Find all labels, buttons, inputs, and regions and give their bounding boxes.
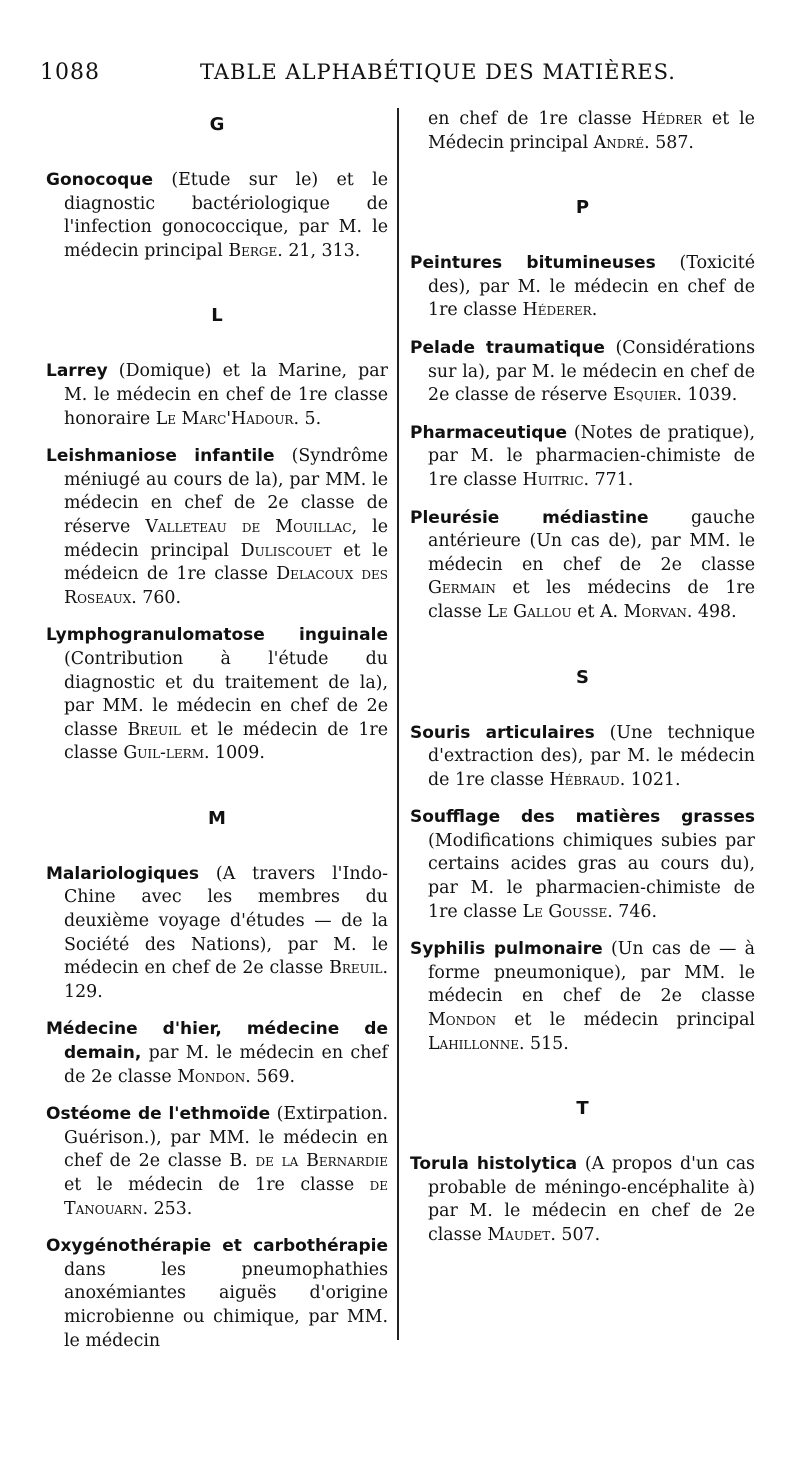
- page-reference: . 129.: [64, 958, 388, 1002]
- page-reference: . 507.: [550, 1225, 601, 1245]
- author-name: Lahillonne: [428, 1033, 519, 1054]
- author-name: Duliscouet: [240, 540, 332, 561]
- author-name: Hébraud: [549, 769, 620, 790]
- page-reference: . 569.: [245, 1066, 296, 1087]
- entry-term: Pleurésie médiastine: [410, 507, 649, 528]
- entry-text: (Notes de pratique), par M. le pharmacien-chimiste de 1re classe: [428, 422, 755, 490]
- index-entry: [46, 1018, 388, 1089]
- entry-text: (A travers l'Indo-Chine avec les membres du deuxième voyage d'études — de la Société des Nations), par M. le médecin en chef de 2e classe: [64, 863, 388, 979]
- index-entry: [46, 445, 388, 610]
- page-reference: . 21, 313.: [277, 240, 361, 261]
- page-reference: . 1009.: [204, 743, 265, 764]
- entry-term: Torula histolytica: [410, 1154, 578, 1175]
- author-name: Berge: [228, 240, 278, 261]
- entry-term: Gonocoque: [46, 170, 153, 190]
- author-name: Mondon: [177, 1066, 246, 1087]
- entry-term: Pelade traumatique: [410, 337, 605, 358]
- entry-text: et A.: [571, 601, 624, 622]
- entry-text: par M. le médecin en chef de 2e classe: [64, 1043, 388, 1087]
- entry-text: et le médecin de 1re classe: [64, 1175, 370, 1195]
- author-name: Valleteau de Mouillac: [145, 516, 352, 537]
- entry-text: (Modifications chimiques subies par certains acides gras au cours du), par M. le pharmacien-chimiste de 1re classe: [428, 830, 755, 922]
- page-reference: . 5.: [293, 408, 322, 429]
- continued-entry: [410, 108, 755, 155]
- entry-term: Soufflage des matières grasses: [410, 807, 755, 828]
- index-entry: [46, 169, 388, 263]
- entry-term: Malariologiques: [46, 863, 199, 884]
- entry-term: Pharmaceutique: [410, 422, 568, 443]
- right-column: [410, 108, 755, 1248]
- index-entry: [410, 422, 755, 493]
- entry-text: (Etude sur le) et le diagnostic bactériologique de l'infection gonococcique, par M. le médecin principal: [64, 170, 388, 261]
- running-title: TABLE ALPHABÉTIQUE DES MATIÈRES.: [200, 60, 676, 84]
- entry-text: (Considérations sur la), par M. le médecin en chef de 2e classe de réserve: [428, 337, 755, 406]
- entry-text: gauche antérieure (Un cas de), par MM. le médecin en chef de 2e classe: [428, 507, 755, 575]
- entry-text: et le médecin de 1re classe: [64, 719, 388, 764]
- author-name: André: [593, 132, 645, 153]
- index-entry: [410, 722, 755, 793]
- index-entry: [46, 863, 388, 1005]
- author-name: Breuil: [127, 719, 181, 740]
- section-letter: T: [576, 1098, 589, 1120]
- entry-term: Souris articulaires: [410, 722, 595, 743]
- entry-text: (Syndrôme méniugé au cours de la), par MM. le médecin en chef de 2e classe de réserve: [64, 446, 388, 537]
- page-reference: . 1039.: [676, 385, 738, 406]
- entry-text: et le Médecin principal: [428, 109, 755, 153]
- entry-text: et le médeicn de 1re classe: [64, 540, 388, 585]
- entry-text: (Un cas de — à forme pneumonique), par MM. le médecin en chef de 2e classe: [428, 939, 755, 1007]
- entry-text: (Extirpation. Guérison.), par MM. le médecin en chef de 2e classe B.: [64, 1104, 388, 1172]
- entry-term: Larrey: [46, 361, 108, 382]
- entry-text: (Contribution à l'étude du diagnostic et du traitement de la), par MM. le médecin en chef de 2e classe: [64, 648, 388, 740]
- entry-term: Leishmaniose infantile: [46, 446, 275, 467]
- section-letter: P: [575, 197, 590, 219]
- author-name: Guil-lerm: [123, 743, 204, 764]
- author-name: Huitric: [522, 469, 584, 490]
- left-column: [46, 108, 388, 1353]
- entry-term: Peintures bitumineuses: [410, 253, 656, 274]
- author-name: Héderer: [522, 300, 592, 321]
- author-name: Le Gallou: [487, 601, 572, 622]
- entry-text: et les médecins de 1re classe: [428, 578, 755, 622]
- author-name: de la Bernardie: [255, 1151, 389, 1172]
- entry-text: (Une technique d'extraction des), par M. le médecin de 1re classe: [428, 722, 755, 790]
- section-letter: S: [576, 666, 589, 688]
- page-reference: . 746.: [607, 901, 657, 922]
- entry-text: (A propos d'un cas probable de méningo-encéphalite à) par M. le médecin en chef de 2e classe: [428, 1154, 755, 1245]
- entry-text: en chef de 1re classe: [428, 109, 642, 129]
- index-entry: [46, 1235, 388, 1353]
- index-entry: [46, 360, 388, 431]
- page-reference: . 515.: [518, 1033, 569, 1054]
- page-reference: . 771.: [583, 469, 634, 490]
- entry-text: (Domique) et la Marine, par M. le médecin en chef de 1re classe honoraire: [64, 361, 388, 429]
- index-entry: [410, 337, 755, 408]
- page-reference: . 253.: [142, 1198, 193, 1219]
- page-reference: . 760.: [131, 587, 182, 608]
- author-name: Delacoux des Roseaux: [64, 564, 388, 608]
- author-name: Hédrer: [641, 109, 703, 129]
- index-entry: [46, 1103, 388, 1221]
- author-name: Mondon: [428, 1010, 497, 1031]
- page-reference: . 498.: [686, 601, 737, 622]
- index-entry: [46, 624, 388, 766]
- index-entry: [410, 252, 755, 323]
- entry-term: Oxygénothérapie et carbothérapie: [46, 1236, 388, 1257]
- page-reference: . 1021.: [619, 769, 681, 790]
- author-name: Morvan: [623, 601, 687, 622]
- author-name: Breuil: [329, 958, 383, 979]
- entry-text: et le médecin principal: [496, 1010, 755, 1031]
- author-name: de Tanouarn: [64, 1175, 388, 1219]
- entry-term: Syphilis pulmonaire: [410, 939, 603, 960]
- author-name: Le Gousse: [522, 901, 608, 922]
- author-name: Le Marc'Hadour: [155, 408, 294, 429]
- entry-text: , le médecin principal: [64, 516, 388, 561]
- author-name: Esquier: [612, 385, 677, 406]
- page-reference: .: [591, 300, 598, 321]
- section-letter: M: [208, 807, 226, 829]
- page-number: 1088: [40, 60, 100, 85]
- section-letter: L: [211, 305, 223, 327]
- index-entry: [410, 507, 755, 625]
- section-letter: G: [209, 114, 225, 135]
- entry-text: (Toxicité des), par M. le médecin en chef de 1re classe: [428, 253, 755, 321]
- entry-term: Médecine d'hier, médecine de demain,: [46, 1019, 388, 1064]
- column-divider: [397, 108, 399, 1340]
- index-entry: [410, 1153, 755, 1247]
- index-entry: [410, 806, 755, 924]
- running-header: [40, 60, 760, 92]
- entry-term: Ostéome de l'ethmoïde: [46, 1104, 271, 1125]
- index-entry: [410, 938, 755, 1056]
- entry-text: dans les pneumophathies anoxémiantes aiguës d'origine microbienne ou chimique, par MM. le médecin: [64, 1259, 388, 1351]
- page-reference: . 587.: [644, 132, 694, 153]
- author-name: Maudet: [487, 1225, 551, 1245]
- entry-term: Lymphogranulomatose inguinale: [46, 625, 388, 646]
- author-name: Germain: [428, 578, 496, 599]
